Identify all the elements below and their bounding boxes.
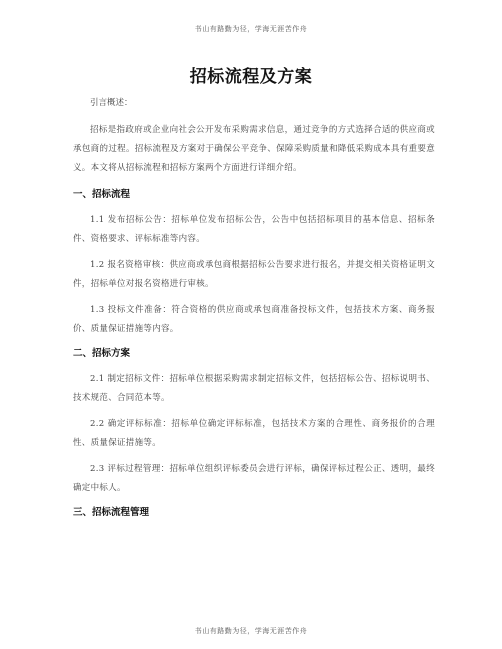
section-item: 1.2 报名资格审核：供应商或承包商根据招标公告要求进行报名，并提交相关资格证明文件，招标单位对报名资格进行审核。 [73, 260, 435, 289]
page-title: 招标流程及方案 [189, 67, 313, 87]
intro-paragraph: 招标是指政府或企业向社会公开发布采购需求信息，通过竞争的方式选择合适的供应商或承包商的过程。招标流程及方案对于确保公平竞争、保障采购质量和降低采购成本具有重要意义。本文将从招标流程和招标方案两个方面进行详细介绍。 [73, 125, 435, 173]
footer-motto: 书山有路勤为径，学海无涯苦作舟 [194, 627, 308, 635]
section-item: 2.1 制定招标文件：招标单位根据采购需求制定招标文件，包括招标公告、招标说明书、技术规范、合同范本等。 [73, 374, 435, 403]
section-heading-process: 一、招标流程 [73, 189, 131, 200]
section-heading-plan: 二、招标方案 [73, 348, 131, 359]
section-item: 1.3 投标文件准备：符合资格的供应商或承包商准备投标文件，包括技术方案、商务报价、质量保证措施等内容。 [73, 305, 435, 334]
document-body [73, 96, 435, 529]
intro-label: 引言概述： [90, 98, 133, 108]
section-heading-management: 三、招标流程管理 [73, 507, 150, 518]
section-item: 2.2 确定评标标准：招标单位确定评标标准，包括技术方案的合理性、商务报价的合理性、质量保证措施等。 [73, 419, 435, 448]
header-motto: 书山有路勤为径，学海无涯苦作舟 [194, 25, 308, 33]
section-item: 2.3 评标过程管理：招标单位组织评标委员会进行评标，确保评标过程公正、透明，最终确定中标人。 [73, 464, 435, 493]
section-item: 1.1 发布招标公告：招标单位发布招标公告，公告中包括招标项目的基本信息、招标条件、资格要求、评标标准等内容。 [73, 215, 435, 244]
